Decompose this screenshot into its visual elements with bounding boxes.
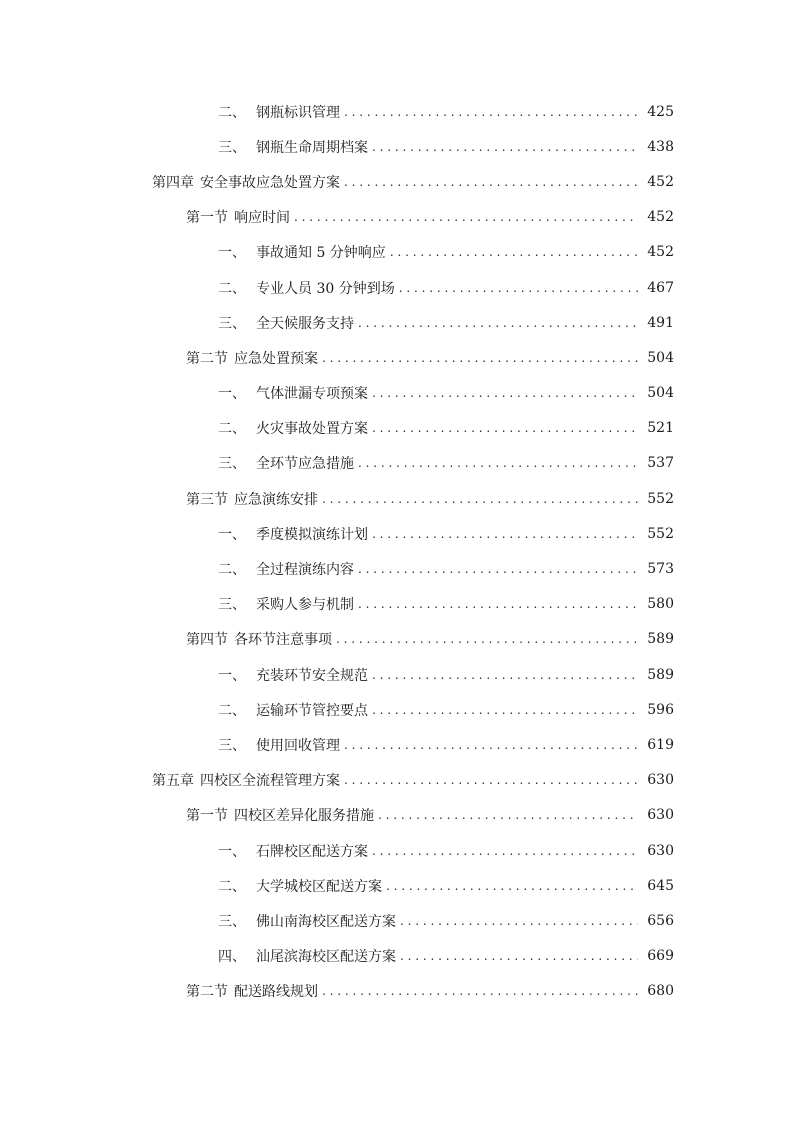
toc-entry[interactable] <box>0 516 793 551</box>
toc-page-number: 452 <box>647 173 674 190</box>
toc-entry[interactable] <box>0 446 793 481</box>
toc-dot-leader <box>358 597 638 611</box>
toc-entry[interactable] <box>0 903 793 938</box>
toc-section-number: 第一节 <box>186 210 228 227</box>
toc-entry-title: 全天候服务支持 <box>256 315 354 332</box>
toc-entry-number: 一、 <box>218 667 246 684</box>
toc-entry-number: 一、 <box>218 843 246 860</box>
toc-page-number: 669 <box>647 948 674 965</box>
toc-dot-leader <box>372 703 638 717</box>
toc-section-title: 响应时间 <box>234 210 290 227</box>
toc-page-number: 630 <box>647 807 674 824</box>
toc-entry-title: 大学城校区配送方案 <box>256 878 382 895</box>
toc-section[interactable] <box>0 974 793 1009</box>
table-of-contents <box>0 94 793 1009</box>
toc-page-number: 630 <box>647 842 674 859</box>
toc-dot-leader <box>344 738 638 752</box>
toc-dot-leader <box>399 281 638 295</box>
toc-page-number: 552 <box>647 490 674 507</box>
toc-entry-number: 四、 <box>218 949 246 966</box>
toc-entry-title: 钢瓶生命周期档案 <box>256 139 368 156</box>
toc-page-number: 504 <box>647 349 674 366</box>
toc-dot-leader <box>336 632 638 646</box>
toc-section-number: 第三节 <box>186 491 228 508</box>
toc-dot-leader <box>372 527 638 541</box>
toc-page-number: 452 <box>647 209 674 226</box>
toc-page-number: 491 <box>647 314 674 331</box>
toc-section-number: 第一节 <box>186 808 228 825</box>
toc-page-number: 589 <box>647 666 674 683</box>
toc-chapter[interactable] <box>0 763 793 798</box>
toc-page-number: 452 <box>647 244 674 261</box>
toc-entry-number: 二、 <box>218 421 246 438</box>
toc-dot-leader <box>358 562 638 576</box>
toc-page-number: 425 <box>647 103 674 120</box>
toc-entry-number: 三、 <box>218 315 246 332</box>
toc-entry-title: 专业人员 30 分钟到场 <box>256 280 395 297</box>
toc-entry-number: 二、 <box>218 702 246 719</box>
toc-entry[interactable] <box>0 868 793 903</box>
toc-dot-leader <box>372 421 638 435</box>
toc-entry[interactable] <box>0 939 793 974</box>
toc-page-number: 573 <box>647 561 674 578</box>
toc-dot-leader <box>358 316 638 330</box>
toc-entry[interactable] <box>0 551 793 586</box>
toc-page-number: 596 <box>647 701 674 718</box>
toc-entry-number: 一、 <box>218 526 246 543</box>
toc-entry-number: 二、 <box>218 104 246 121</box>
toc-section-number: 第二节 <box>186 984 228 1001</box>
toc-entry-title: 使用回收管理 <box>256 737 340 754</box>
toc-page-number: 619 <box>647 736 674 753</box>
toc-dot-leader <box>372 668 638 682</box>
toc-page-number: 537 <box>647 455 674 472</box>
toc-page-number: 467 <box>647 279 674 296</box>
toc-section-number: 第二节 <box>186 350 228 367</box>
toc-entry[interactable] <box>0 94 793 129</box>
toc-page-number: 580 <box>647 596 674 613</box>
toc-entry-number: 一、 <box>218 386 246 403</box>
toc-entry-title: 充装环节安全规范 <box>256 667 368 684</box>
toc-section[interactable] <box>0 200 793 235</box>
toc-entry[interactable] <box>0 305 793 340</box>
toc-entry-title: 运输环节管控要点 <box>256 702 368 719</box>
toc-dot-leader <box>386 879 638 893</box>
toc-section-title: 各环节注意事项 <box>234 632 332 649</box>
toc-page-number: 656 <box>647 912 674 929</box>
toc-page-number: 589 <box>647 631 674 648</box>
toc-section[interactable] <box>0 481 793 516</box>
toc-entry-title: 气体泄漏专项预案 <box>256 386 368 403</box>
toc-dot-leader <box>372 140 638 154</box>
toc-page-number: 521 <box>647 420 674 437</box>
toc-entry-title: 采购人参与机制 <box>256 597 354 614</box>
toc-entry-title: 佛山南海校区配送方案 <box>256 913 396 930</box>
toc-entry[interactable] <box>0 235 793 270</box>
toc-dot-leader <box>358 456 638 470</box>
toc-chapter-title: 四校区全流程管理方案 <box>200 773 340 790</box>
toc-dot-leader <box>372 844 638 858</box>
toc-entry[interactable] <box>0 270 793 305</box>
toc-entry-number: 三、 <box>218 737 246 754</box>
toc-entry[interactable] <box>0 692 793 727</box>
toc-page-number: 630 <box>647 772 674 789</box>
toc-entry-number: 三、 <box>218 139 246 156</box>
toc-section-title: 应急演练安排 <box>234 491 318 508</box>
toc-dot-leader <box>344 175 638 189</box>
toc-dot-leader <box>400 914 638 928</box>
toc-entry-title: 全过程演练内容 <box>256 562 354 579</box>
toc-section-title: 配送路线规划 <box>234 984 318 1001</box>
toc-entry-number: 二、 <box>218 878 246 895</box>
toc-dot-leader <box>400 949 638 963</box>
toc-section-number: 第四节 <box>186 632 228 649</box>
toc-section[interactable] <box>0 340 793 375</box>
toc-dot-leader <box>322 492 638 506</box>
toc-entry-number: 三、 <box>218 913 246 930</box>
toc-entry[interactable] <box>0 129 793 164</box>
toc-page-number: 645 <box>647 877 674 894</box>
toc-entry-title: 钢瓶标识管理 <box>256 104 340 121</box>
toc-entry[interactable] <box>0 411 793 446</box>
toc-section-title: 应急处置预案 <box>234 350 318 367</box>
toc-entry-title: 汕尾滨海校区配送方案 <box>256 949 396 966</box>
toc-dot-leader <box>344 773 638 787</box>
toc-entry-title: 全环节应急措施 <box>256 456 354 473</box>
toc-entry-number: 二、 <box>218 562 246 579</box>
toc-dot-leader <box>344 105 638 119</box>
toc-section-title: 四校区差异化服务措施 <box>234 808 374 825</box>
toc-entry[interactable] <box>0 657 793 692</box>
toc-entry-number: 三、 <box>218 597 246 614</box>
toc-page-number: 552 <box>647 525 674 542</box>
toc-chapter-title: 安全事故应急处置方案 <box>200 174 340 191</box>
toc-page-number: 504 <box>647 385 674 402</box>
toc-entry-number: 三、 <box>218 456 246 473</box>
toc-entry-title: 石牌校区配送方案 <box>256 843 368 860</box>
toc-entry-title: 火灾事故处置方案 <box>256 421 368 438</box>
toc-entry-number: 一、 <box>218 245 246 262</box>
toc-chapter[interactable] <box>0 164 793 199</box>
toc-page-number: 680 <box>647 983 674 1000</box>
toc-entry[interactable] <box>0 833 793 868</box>
toc-entry[interactable] <box>0 587 793 622</box>
toc-dot-leader <box>322 351 638 365</box>
toc-section[interactable] <box>0 798 793 833</box>
toc-entry-title: 事故通知 5 分钟响应 <box>256 245 386 262</box>
toc-dot-leader <box>378 808 638 822</box>
toc-dot-leader <box>372 386 638 400</box>
toc-section[interactable] <box>0 622 793 657</box>
toc-chapter-number: 第四章 <box>152 174 194 191</box>
toc-entry-number: 二、 <box>218 280 246 297</box>
toc-chapter-number: 第五章 <box>152 773 194 790</box>
toc-dot-leader <box>294 210 638 224</box>
toc-entry-title: 季度模拟演练计划 <box>256 526 368 543</box>
toc-dot-leader <box>322 984 638 998</box>
toc-entry[interactable] <box>0 727 793 762</box>
toc-dot-leader <box>390 245 638 259</box>
toc-page-number: 438 <box>647 138 674 155</box>
toc-entry[interactable] <box>0 376 793 411</box>
